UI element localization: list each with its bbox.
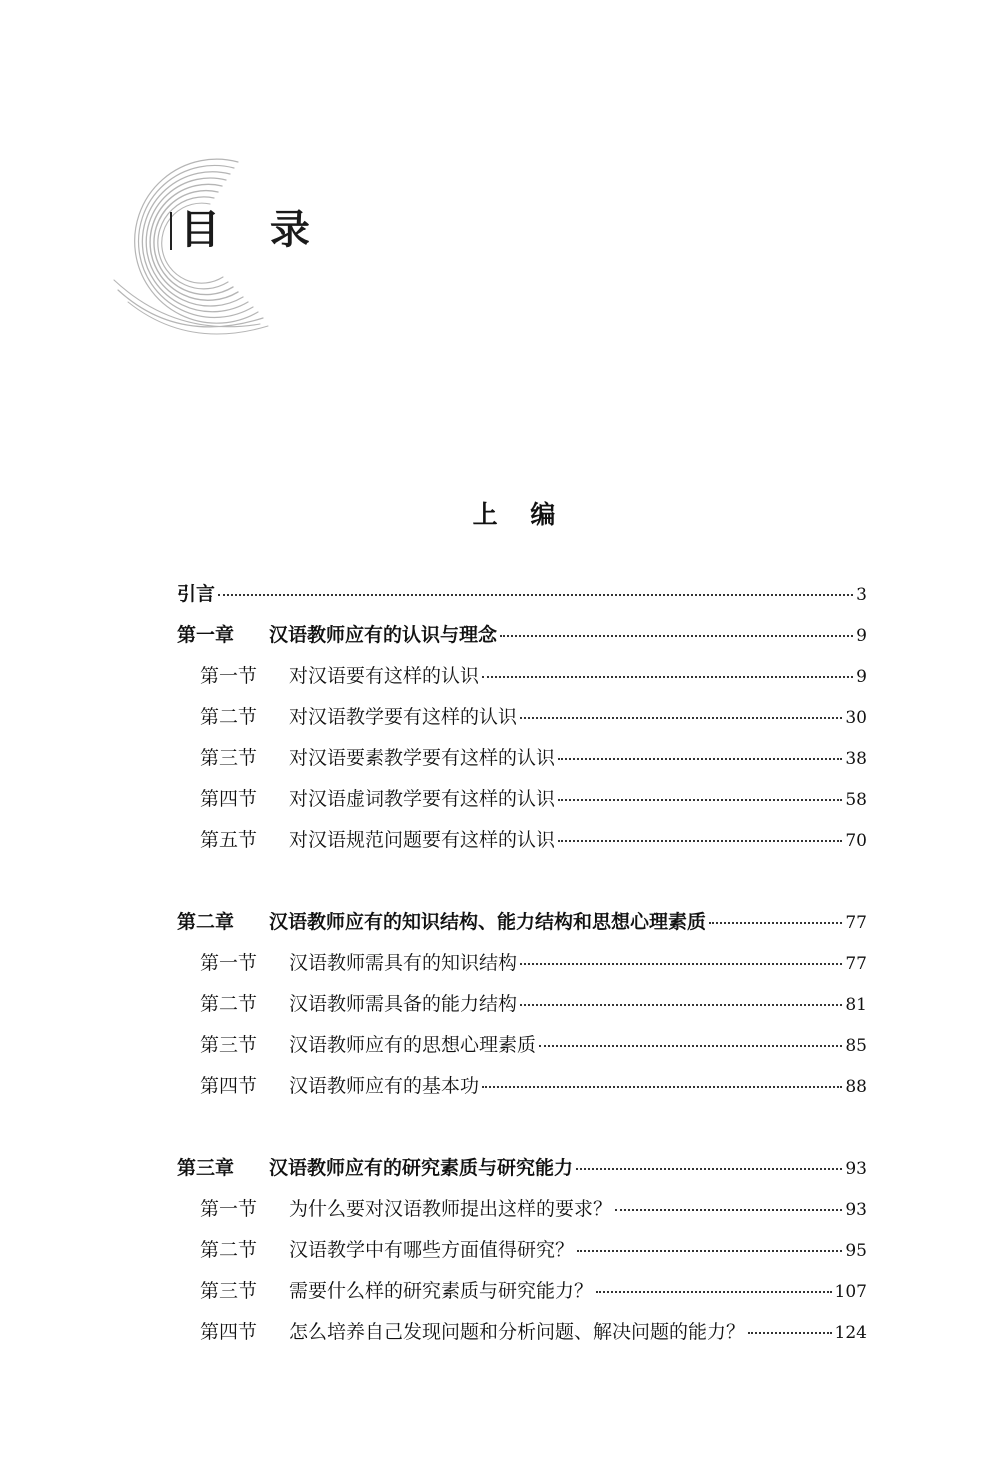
section-title: 汉语教师应有的基本功 bbox=[289, 1075, 480, 1097]
toc-chapter-1[interactable] bbox=[177, 615, 867, 656]
section-title: 汉语教学中有哪些方面值得研究？ bbox=[289, 1239, 575, 1261]
section-number: 第二节 bbox=[200, 1239, 258, 1261]
section-number: 第四节 bbox=[200, 1321, 258, 1343]
section-number: 第三节 bbox=[200, 747, 258, 769]
page-number: 77 bbox=[845, 954, 867, 974]
section-title: 汉语教师需具有的知识结构 bbox=[289, 952, 518, 974]
toc-section[interactable] bbox=[177, 820, 867, 861]
chapter-title: 汉语教师应有的知识结构、能力结构和思想心理素质 bbox=[269, 911, 707, 933]
toc-section[interactable] bbox=[177, 738, 867, 779]
toc-section[interactable] bbox=[177, 984, 867, 1025]
page-number: 88 bbox=[845, 1077, 867, 1097]
dot-leader bbox=[558, 758, 842, 760]
section-number: 第二节 bbox=[200, 993, 258, 1015]
dot-leader bbox=[748, 1332, 832, 1334]
toc-section[interactable] bbox=[177, 943, 867, 984]
dot-leader bbox=[709, 922, 842, 924]
section-number: 第一节 bbox=[200, 1198, 258, 1220]
toc-intro[interactable] bbox=[177, 574, 867, 615]
chapter-title: 汉语教师应有的认识与理念 bbox=[269, 624, 498, 646]
section-title: 为什么要对汉语教师提出这样的要求？ bbox=[289, 1198, 613, 1220]
toc-section[interactable] bbox=[177, 1025, 867, 1066]
toc-section[interactable] bbox=[177, 697, 867, 738]
page-number: 77 bbox=[845, 913, 867, 933]
page-number: 81 bbox=[845, 995, 867, 1015]
toc-section[interactable] bbox=[177, 656, 867, 697]
page-number: 38 bbox=[845, 749, 867, 769]
page-number: 85 bbox=[845, 1036, 867, 1056]
section-number: 第二节 bbox=[200, 706, 258, 728]
section-title: 对汉语教学要有这样的认识 bbox=[289, 706, 518, 728]
toc-section[interactable] bbox=[177, 779, 867, 820]
dot-leader bbox=[520, 1004, 842, 1006]
chapter-number: 第二章 bbox=[177, 911, 235, 933]
page-number: 3 bbox=[856, 585, 867, 605]
dot-leader bbox=[482, 676, 853, 678]
section-title: 怎么培养自己发现问题和分析问题、解决问题的能力？ bbox=[289, 1321, 746, 1343]
dot-leader bbox=[577, 1250, 842, 1252]
section-title: 需要什么样的研究素质与研究能力？ bbox=[289, 1280, 594, 1302]
dot-leader bbox=[576, 1168, 842, 1170]
page-number: 93 bbox=[845, 1159, 867, 1179]
toc-chapter-3[interactable] bbox=[177, 1148, 867, 1189]
dot-leader bbox=[615, 1209, 842, 1211]
dot-leader bbox=[558, 840, 842, 842]
toc-section[interactable] bbox=[177, 1271, 867, 1312]
page-number: 70 bbox=[845, 831, 867, 851]
toc-intro-label: 引言 bbox=[177, 583, 216, 605]
table-of-contents bbox=[177, 574, 867, 1353]
toc-section[interactable] bbox=[177, 1230, 867, 1271]
part-title: 上 编 bbox=[472, 500, 568, 529]
chapter-title: 汉语教师应有的研究素质与研究能力 bbox=[269, 1157, 574, 1179]
section-number: 第四节 bbox=[200, 1075, 258, 1097]
dot-leader bbox=[596, 1291, 832, 1293]
section-title: 汉语教师需具备的能力结构 bbox=[289, 993, 518, 1015]
spacer bbox=[177, 861, 867, 902]
dot-leader bbox=[539, 1045, 842, 1047]
title-accent-bar bbox=[170, 212, 172, 250]
page-number: 58 bbox=[845, 790, 867, 810]
page-number: 107 bbox=[834, 1282, 867, 1302]
dot-leader bbox=[482, 1086, 842, 1088]
section-title: 对汉语要素教学要有这样的认识 bbox=[289, 747, 556, 769]
spacer bbox=[177, 1107, 867, 1148]
section-number: 第四节 bbox=[200, 788, 258, 810]
section-title: 汉语教师应有的思想心理素质 bbox=[289, 1034, 537, 1056]
dot-leader bbox=[500, 635, 853, 637]
section-number: 第五节 bbox=[200, 829, 258, 851]
section-number: 第一节 bbox=[200, 665, 258, 687]
toc-chapter-2[interactable] bbox=[177, 902, 867, 943]
chapter-number: 第三章 bbox=[177, 1157, 235, 1179]
chapter-number: 第一章 bbox=[177, 624, 235, 646]
page-number: 124 bbox=[834, 1323, 867, 1343]
section-title: 对汉语虚词教学要有这样的认识 bbox=[289, 788, 556, 810]
dot-leader bbox=[520, 963, 842, 965]
section-title: 对汉语规范问题要有这样的认识 bbox=[289, 829, 556, 851]
page-number: 9 bbox=[856, 626, 867, 646]
page-number: 30 bbox=[845, 708, 867, 728]
section-number: 第一节 bbox=[200, 952, 258, 974]
section-title: 对汉语要有这样的认识 bbox=[289, 665, 480, 687]
page-title: 目 录 bbox=[180, 207, 328, 253]
page-number: 9 bbox=[856, 667, 867, 687]
dot-leader bbox=[520, 717, 842, 719]
section-number: 第三节 bbox=[200, 1034, 258, 1056]
dot-leader bbox=[558, 799, 842, 801]
section-number: 第三节 bbox=[200, 1280, 258, 1302]
page-number: 95 bbox=[845, 1241, 867, 1261]
dot-leader bbox=[218, 594, 853, 596]
toc-section[interactable] bbox=[177, 1189, 867, 1230]
toc-section[interactable] bbox=[177, 1066, 867, 1107]
toc-section[interactable] bbox=[177, 1312, 867, 1353]
page-number: 93 bbox=[845, 1200, 867, 1220]
